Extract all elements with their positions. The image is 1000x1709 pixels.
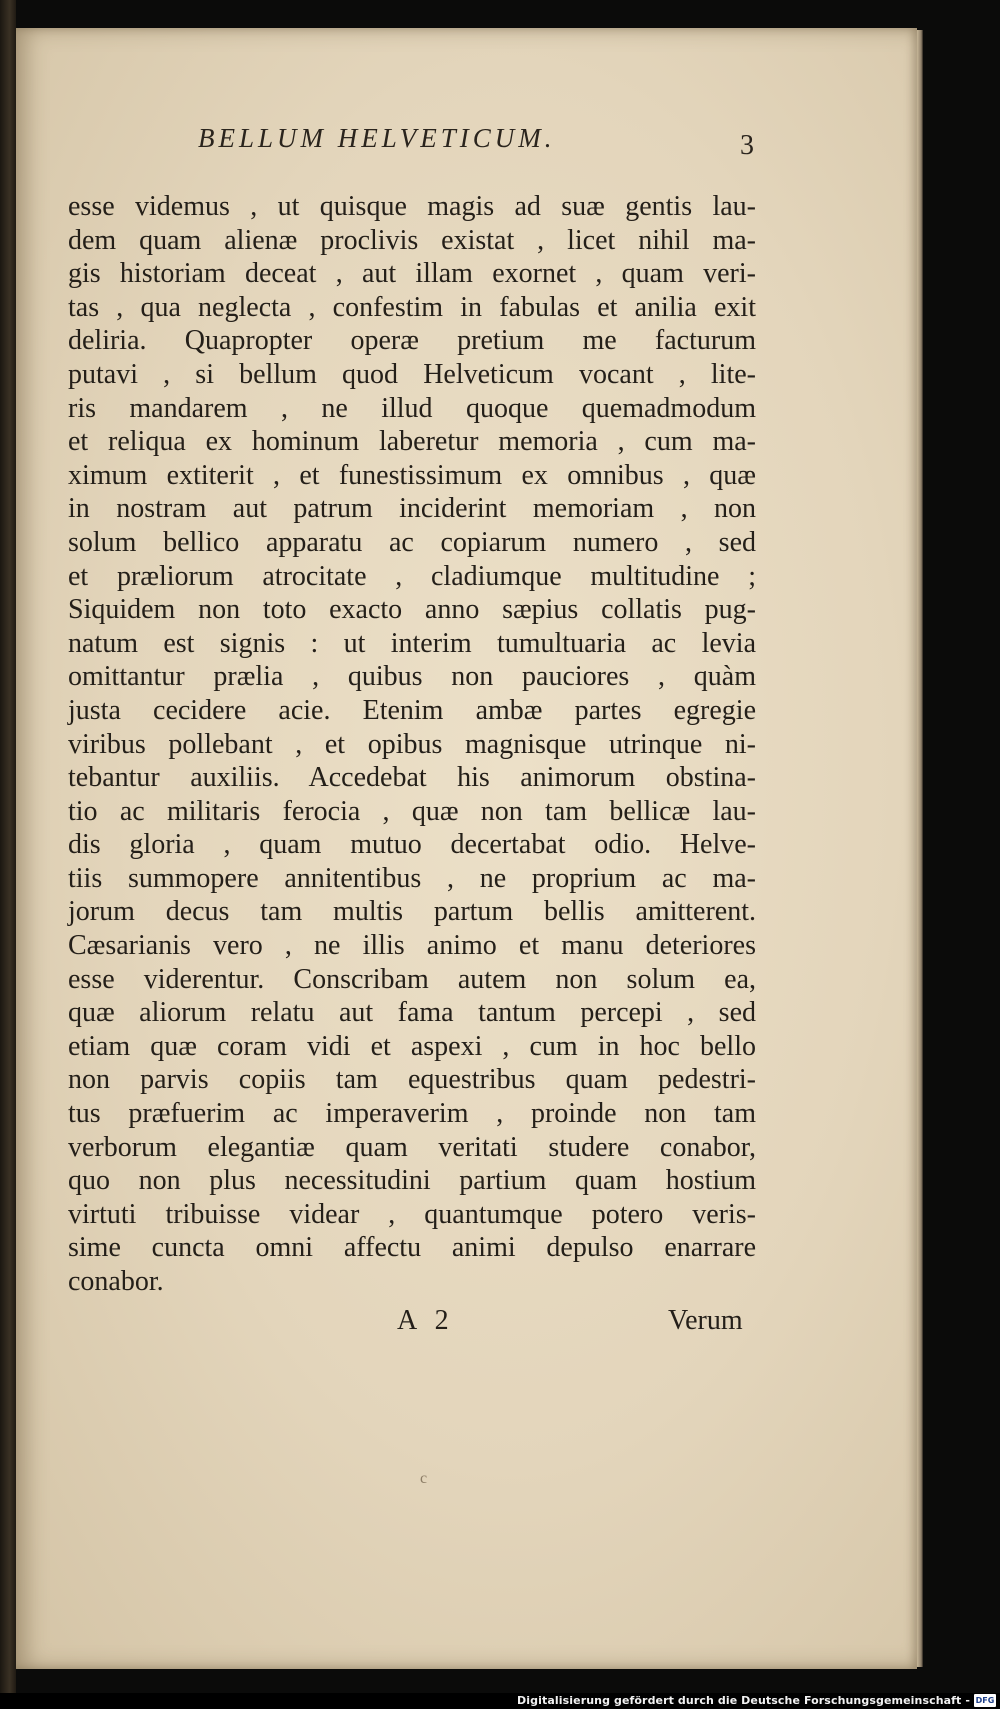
text-line: tio ac militaris ferocia , quæ non tam bellicæ lau-: [68, 795, 756, 827]
text-line: tas , qua neglecta , confestim in fabulas et anilia exit: [68, 291, 756, 323]
text-line: justa cecidere acie. Etenim ambæ partes egregie: [68, 694, 756, 726]
text-line: ris mandarem , ne illud quoque quemadmodum: [68, 392, 756, 424]
text-line: gis historiam deceat , aut illam exornet , quam veri-: [68, 258, 756, 290]
text-line-last: conabor.: [68, 1266, 164, 1297]
text-line: ximum extiterit , et funestissimum ex omnibus , quæ: [68, 459, 756, 491]
text-line: verborum elegantiæ quam veritati studere conabor,: [68, 1131, 756, 1163]
text-line: sime cuncta omni affectu animi depulso enarrare: [68, 1232, 756, 1264]
text-line: dis gloria , quam mutuo decertabat odio. Helve-: [68, 829, 756, 861]
text-line: non parvis copiis tam equestribus quam pedestri-: [68, 1064, 756, 1096]
text-line: esse viderentur. Conscribam autem non solum ea,: [68, 963, 756, 995]
running-head: BELLUM HELVETICUM.: [198, 123, 556, 153]
text-line: et reliqua ex hominum laberetur memoria , cum ma-: [68, 426, 756, 458]
body-text: [68, 190, 756, 1299]
text-line: esse videmus , ut quisque magis ad suæ gentis lau-: [68, 191, 756, 222]
text-line: solum bellico apparatu ac copiarum numero , sed: [68, 526, 756, 558]
text-line: Cæsarianis vero , ne illis animo et manu deteriores: [68, 930, 756, 962]
text-line: etiam quæ coram vidi et aspexi , cum in hoc bello: [68, 1030, 756, 1062]
stray-mark: c: [420, 1470, 428, 1487]
text-line: tus præfuerim ac imperaverim , proinde non tam: [68, 1098, 756, 1130]
text-line: omittantur prælia , quibus non pauciores , quàm: [68, 661, 756, 693]
text-line: tiis summopere annitentibus , ne proprium ac ma-: [68, 862, 756, 894]
text-line: putavi , si bellum quod Helveticum vocant , lite-: [68, 358, 756, 390]
catchword: Verum: [668, 1305, 743, 1336]
dfg-logo: DFG: [975, 1696, 995, 1705]
text-line: in nostram aut patrum inciderint memoriam , non: [68, 493, 756, 525]
text-line: dem quam alienæ proclivis existat , licet nihil ma-: [68, 224, 756, 256]
text-line: natum est signis : ut interim tumultuaria ac levia: [68, 627, 756, 659]
text-line: virtuti tribuisse videar , quantumque potero veris-: [68, 1198, 756, 1230]
text-line: viribus pollebant , et opibus magnisque utrinque ni-: [68, 728, 756, 760]
text-line: deliria. Quapropter operæ pretium me facturum: [68, 325, 756, 357]
text-line: tebantur auxiliis. Accedebat his animorum obstina-: [68, 762, 756, 794]
signature-mark: A 2: [397, 1305, 455, 1336]
funding-credit: Digitalisierung gefördert durch die Deutsche Forschungsgemeinschaft -: [517, 1694, 970, 1707]
book-spine-edge: [0, 0, 16, 1709]
text-line: et præliorum atrocitate , cladiumque multitudine ;: [68, 560, 756, 592]
text-line: jorum decus tam multis partum bellis amitterent.: [68, 896, 756, 928]
page-number: 3: [740, 130, 754, 161]
text-line: Siquidem non toto exacto anno sæpius collatis pug-: [68, 594, 756, 626]
page-fore-edge: [917, 30, 923, 1667]
text-line: quo non plus necessitudini partium quam hostium: [68, 1165, 756, 1197]
text-line: quæ aliorum relatu aut fama tantum percepi , sed: [68, 997, 756, 1029]
